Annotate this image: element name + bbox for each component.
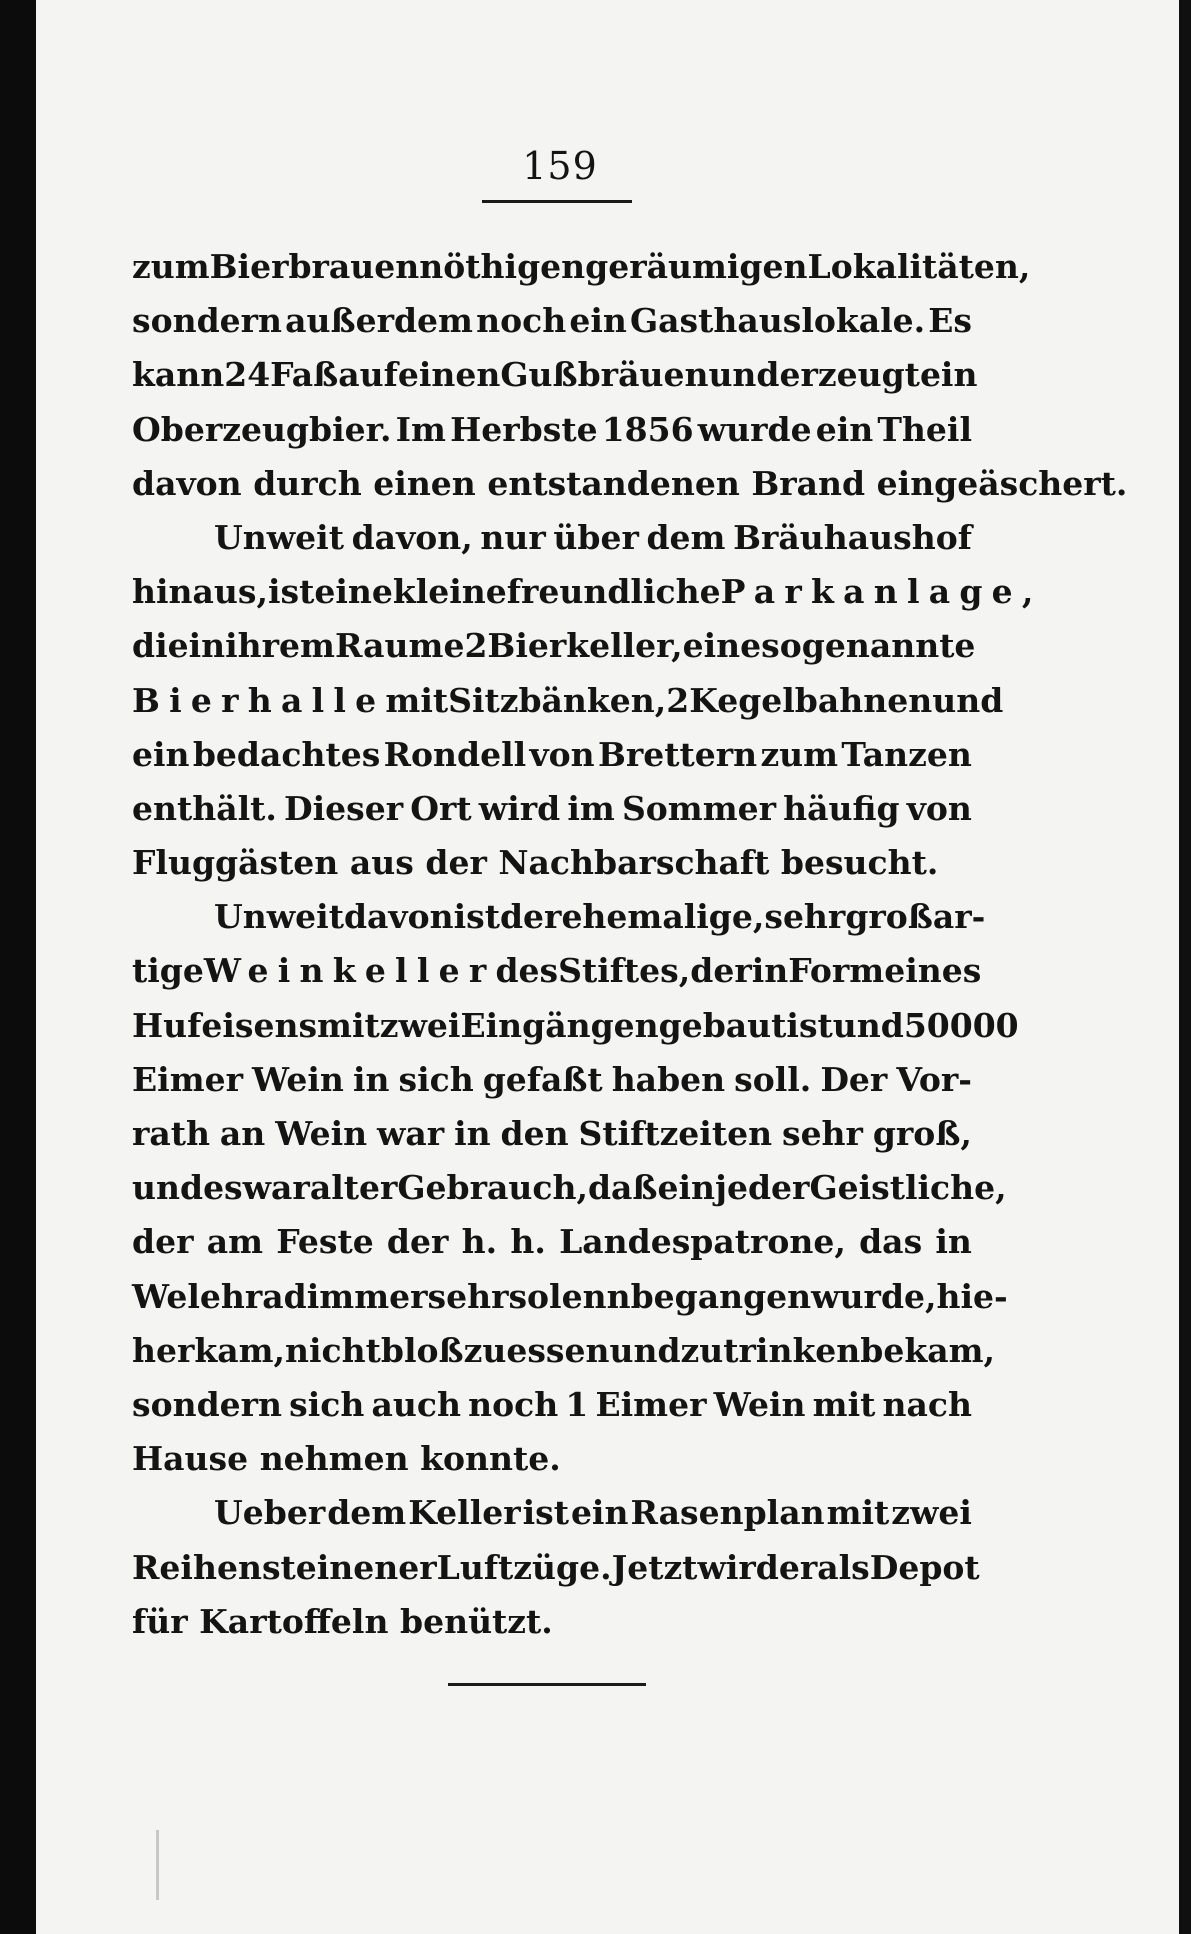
- word: 2: [464, 626, 488, 666]
- word: häufig: [783, 788, 900, 828]
- word: zum: [132, 247, 210, 286]
- word: Kegelbahnen: [689, 680, 933, 720]
- word: wird: [478, 788, 561, 828]
- word: Form: [788, 951, 885, 991]
- word: dem: [327, 1493, 407, 1533]
- word: in: [935, 1222, 972, 1262]
- word: trinken: [723, 1330, 861, 1370]
- word: sehr: [764, 897, 846, 937]
- word: der: [386, 1222, 449, 1262]
- word: Brand: [751, 463, 866, 503]
- word: Bierkeller,: [487, 626, 683, 666]
- word: er: [778, 1547, 818, 1587]
- word: wurde,: [811, 1276, 937, 1316]
- word: Raume: [334, 626, 465, 666]
- word: Guß: [500, 355, 578, 395]
- text-line: [132, 1053, 972, 1107]
- word: war: [242, 1168, 310, 1208]
- word: Rondell: [383, 734, 527, 774]
- word: in: [454, 1114, 491, 1153]
- text-line: [132, 511, 972, 565]
- word: Eimer: [132, 1059, 243, 1099]
- word: dem: [646, 517, 726, 557]
- word: auch: [371, 1384, 461, 1424]
- word: ein: [657, 1168, 716, 1208]
- word: eine: [314, 572, 393, 612]
- word: geräumigen: [585, 247, 808, 286]
- word: freundliche: [506, 572, 721, 612]
- word: Unweit: [214, 897, 344, 937]
- word: daß: [587, 1168, 658, 1208]
- word: mit: [385, 680, 449, 720]
- word: zwei: [379, 1005, 461, 1045]
- word: erzeugt: [779, 355, 920, 395]
- word: davon,: [351, 517, 473, 557]
- text-line: [132, 1161, 1007, 1215]
- text-line: [132, 1324, 996, 1378]
- word: und: [609, 1330, 681, 1370]
- word: Ort: [410, 788, 472, 828]
- word: konnte.: [420, 1439, 561, 1479]
- word: von: [529, 734, 595, 774]
- word: benützt.: [400, 1601, 553, 1641]
- word: 2: [666, 680, 690, 720]
- word: mit: [317, 1005, 380, 1045]
- word: des: [495, 951, 559, 991]
- word: bloß: [380, 1330, 464, 1370]
- word: Reihen: [132, 1547, 262, 1587]
- word: Ueber: [214, 1493, 326, 1533]
- word: immer: [306, 1276, 428, 1316]
- word: Feste: [276, 1222, 374, 1262]
- word: Gebrauch,: [397, 1168, 588, 1208]
- word: gebaut: [658, 1005, 787, 1045]
- word: außerdem: [285, 301, 473, 341]
- text-line: [132, 728, 972, 782]
- word: ehemalige,: [561, 897, 765, 937]
- word: über: [553, 517, 639, 557]
- word: Kartoffeln: [199, 1601, 389, 1641]
- text-line: [132, 1486, 972, 1540]
- word: bräuen: [577, 355, 709, 395]
- word: Weinkeller: [203, 951, 496, 991]
- word: Rasenplan: [630, 1493, 825, 1533]
- word: auf: [338, 355, 398, 395]
- word: wurde: [697, 409, 812, 449]
- word: Faß: [270, 355, 339, 395]
- word: soll.: [734, 1059, 812, 1099]
- word: und: [132, 1168, 204, 1208]
- word: tige: [132, 951, 204, 991]
- text-line: [132, 1595, 972, 1649]
- word: nur: [480, 517, 546, 557]
- word: gefaßt: [482, 1059, 603, 1099]
- word: hie-: [936, 1276, 1008, 1316]
- word: ein: [815, 409, 874, 449]
- word: die: [132, 626, 189, 666]
- word: und: [932, 680, 1004, 720]
- word: es: [203, 1168, 243, 1208]
- text-line: [132, 782, 972, 836]
- word: 24: [224, 355, 271, 395]
- word: 50000: [903, 1005, 1019, 1045]
- text-line: [132, 836, 972, 890]
- text-line: [132, 240, 1031, 294]
- word: eine: [682, 626, 762, 666]
- word: rath: [132, 1114, 211, 1153]
- word: essen: [506, 1330, 610, 1370]
- text-line: [132, 348, 978, 402]
- word: Wein: [252, 1059, 344, 1099]
- word: einen: [373, 463, 476, 503]
- word: sondern: [132, 301, 283, 341]
- word: jeder: [715, 1168, 810, 1208]
- word: sich: [289, 1384, 365, 1424]
- word: eines: [884, 951, 982, 991]
- word: Der: [820, 1059, 888, 1099]
- word: in: [352, 1059, 390, 1099]
- text-line: [132, 1107, 972, 1161]
- text-line: [132, 1215, 972, 1269]
- word: für: [132, 1601, 188, 1641]
- word: kleine: [392, 572, 507, 612]
- end-rule: [448, 1683, 646, 1686]
- word: großar-: [845, 897, 986, 937]
- text-line: [132, 944, 982, 998]
- word: h.: [510, 1222, 546, 1262]
- word: als: [817, 1547, 870, 1587]
- word: bekam,: [860, 1330, 996, 1370]
- word: noch: [476, 301, 567, 341]
- word: Oberzeugbier.: [132, 409, 392, 449]
- word: Eimer: [595, 1384, 707, 1424]
- word: sehr: [427, 1276, 509, 1316]
- word: Hufeisens: [132, 1005, 318, 1045]
- word: ist: [522, 1493, 569, 1533]
- word: sich: [398, 1059, 474, 1099]
- word: Unweit: [214, 517, 344, 557]
- word: zum: [760, 734, 839, 774]
- word: ein: [569, 301, 627, 341]
- word: groß,: [872, 1114, 972, 1153]
- text-line: [132, 1541, 980, 1595]
- word: Wein: [713, 1384, 806, 1424]
- word: kann: [132, 355, 225, 395]
- word: ist: [786, 1005, 833, 1045]
- word: Brettern: [597, 734, 758, 774]
- word: kam,: [194, 1330, 286, 1370]
- word: Welehrad: [132, 1276, 307, 1316]
- word: in: [188, 626, 226, 666]
- word: Depot: [869, 1547, 980, 1587]
- word: wird: [697, 1547, 779, 1587]
- word: zu: [463, 1330, 507, 1370]
- word: durch: [253, 463, 362, 503]
- word: Bierbrauen: [209, 247, 420, 286]
- word: den: [500, 1114, 569, 1153]
- scan-border-left: [0, 0, 36, 1934]
- word: Geistliche,: [809, 1168, 1007, 1208]
- word: bedachtes: [192, 734, 381, 774]
- word: Bierhalle: [132, 680, 386, 720]
- word: ein: [919, 355, 978, 395]
- text-line: [132, 457, 1128, 511]
- word: in: [751, 951, 789, 991]
- word: Keller: [408, 1493, 521, 1533]
- word: sehr: [781, 1114, 863, 1153]
- page-number: 159: [522, 144, 598, 188]
- word: Landespatrone,: [559, 1222, 846, 1262]
- word: haben: [611, 1059, 726, 1099]
- text-line: [132, 890, 986, 944]
- text-line: [132, 619, 976, 673]
- word: das: [859, 1222, 923, 1262]
- word: Sommer: [621, 788, 777, 828]
- word: zwei: [891, 1493, 972, 1533]
- word: Es: [928, 301, 972, 341]
- word: Gasthauslokale.: [629, 301, 926, 341]
- word: war: [377, 1114, 445, 1153]
- word: nehmen: [259, 1439, 409, 1479]
- word: davon: [132, 463, 242, 503]
- word: entstandenen: [487, 463, 740, 503]
- word: 1: [565, 1384, 589, 1424]
- word: h.: [461, 1222, 498, 1262]
- word: mit: [826, 1493, 890, 1533]
- word: mit: [812, 1384, 876, 1424]
- word: Hause: [132, 1439, 249, 1479]
- word: der: [499, 897, 562, 937]
- word: her: [132, 1330, 195, 1370]
- margin-scan-mark: [156, 1830, 159, 1900]
- word: Bräuhaushof: [733, 517, 972, 557]
- word: der: [690, 951, 752, 991]
- word: Luftzüge.: [436, 1547, 612, 1587]
- word: nicht: [285, 1330, 381, 1370]
- word: ist: [453, 897, 500, 937]
- scan-border-right: [1179, 0, 1191, 1934]
- word: besucht.: [780, 843, 939, 883]
- word: von: [906, 788, 972, 828]
- word: Vor-: [896, 1059, 972, 1099]
- word: Tanzen: [841, 734, 972, 774]
- word: steinener: [261, 1547, 437, 1587]
- text-line: [132, 403, 972, 457]
- word: Dieser: [284, 788, 404, 828]
- text-line: [132, 565, 1043, 619]
- word: noch: [468, 1384, 559, 1424]
- word: ein: [570, 1493, 629, 1533]
- word: nach: [882, 1384, 972, 1424]
- word: Stiftes,: [558, 951, 691, 991]
- word: und: [832, 1005, 904, 1045]
- word: der: [425, 843, 487, 883]
- text-line: [132, 1432, 972, 1486]
- word: im: [567, 788, 615, 828]
- word: ihrem: [225, 626, 335, 666]
- word: Parkanlage,: [720, 572, 1043, 612]
- word: sondern: [132, 1384, 283, 1424]
- word: Im: [395, 409, 446, 449]
- page-number-rule: [482, 200, 632, 203]
- word: Eingängen: [460, 1005, 659, 1045]
- word: sogenannte: [761, 626, 976, 666]
- text-line: [132, 1378, 972, 1432]
- word: enthält.: [132, 788, 277, 828]
- word: Lokalitäten,: [807, 247, 1031, 286]
- word: der: [132, 1222, 194, 1262]
- word: hinaus,: [132, 572, 268, 612]
- word: und: [708, 355, 780, 395]
- word: an: [219, 1114, 266, 1153]
- body-text: [132, 240, 1128, 1649]
- word: ist: [267, 572, 315, 612]
- word: 1856: [601, 409, 694, 449]
- word: aus: [349, 843, 414, 883]
- word: Nachbarschaft: [498, 843, 770, 883]
- word: Herbste: [450, 409, 598, 449]
- word: Wein: [275, 1114, 368, 1153]
- word: alter: [309, 1168, 398, 1208]
- word: solenn: [508, 1276, 631, 1316]
- word: zu: [680, 1330, 724, 1370]
- word: begangen: [630, 1276, 812, 1316]
- text-line: [132, 674, 1004, 728]
- word: eingeäschert.: [876, 463, 1128, 503]
- word: am: [206, 1222, 264, 1262]
- word: Stiftzeiten: [578, 1114, 773, 1153]
- word: einen: [397, 355, 501, 395]
- word: Fluggästen: [132, 843, 339, 883]
- word: Sitzbänken,: [448, 680, 667, 720]
- word: davon: [343, 897, 454, 937]
- word: Jetzt: [611, 1547, 698, 1587]
- word: ein: [132, 734, 190, 774]
- text-line: [132, 999, 1019, 1053]
- text-line: [132, 294, 972, 348]
- word: Theil: [877, 409, 972, 449]
- word: nöthigen: [419, 247, 586, 286]
- text-line: [132, 1270, 1008, 1324]
